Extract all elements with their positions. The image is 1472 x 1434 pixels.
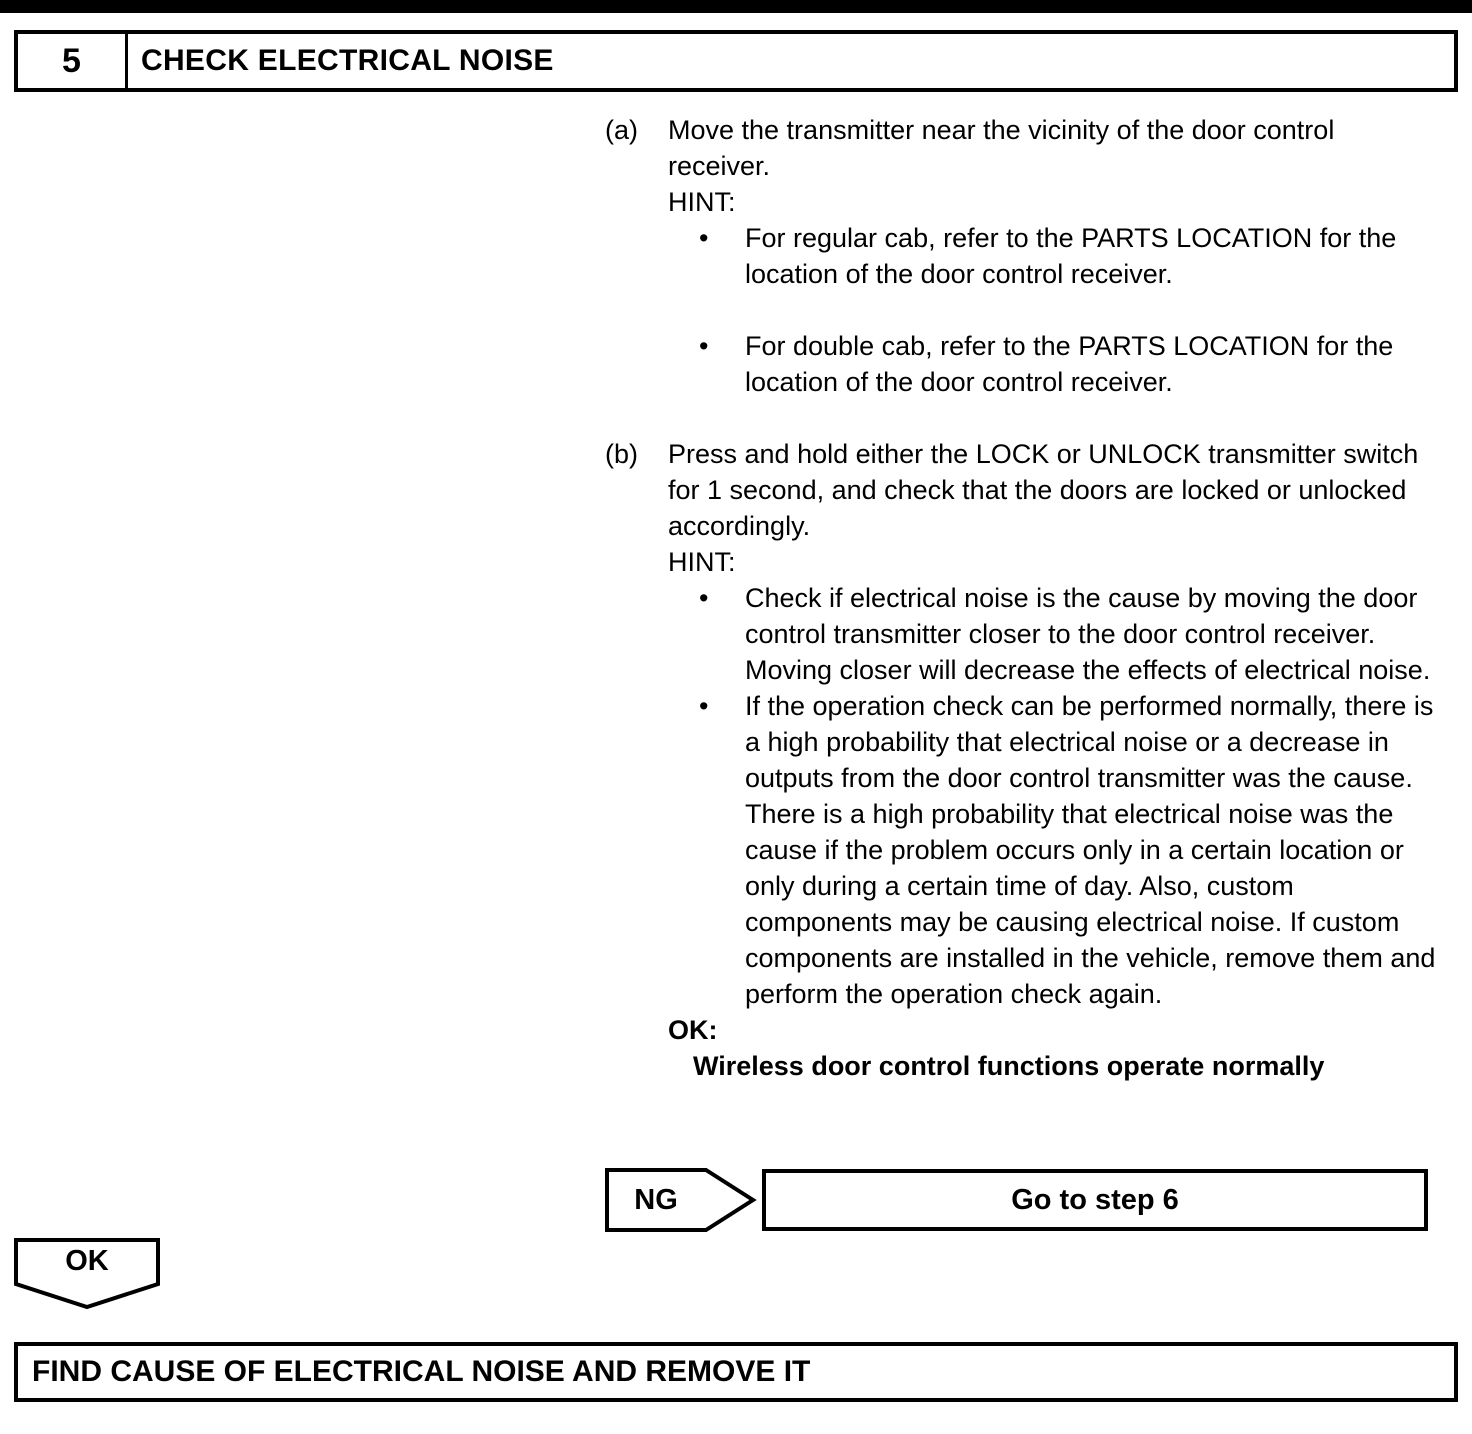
ng-arrow-shape <box>605 1168 757 1232</box>
step-a-hint-label: HINT: <box>668 187 736 217</box>
step-a-bullet-1-text: For regular cab, refer to the PARTS LOCATION for the location of the door control receiver. <box>745 223 1397 289</box>
step-a <box>605 112 1437 400</box>
step-b-hint-label: HINT: <box>668 547 736 577</box>
step-b-text: Press and hold either the LOCK or UNLOCK transmitter switch for 1 second, and check that the doors are locked or unlocked accordingly. <box>668 439 1419 541</box>
final-action-text: FIND CAUSE OF ELECTRICAL NOISE AND REMOVE IT <box>32 1355 811 1388</box>
step-b <box>605 436 1437 1012</box>
bullet-icon: • <box>699 691 709 721</box>
ok-heading: OK: <box>668 1015 718 1045</box>
ng-branch-row <box>605 1168 1433 1234</box>
step-b-bullet-1-text: Check if electrical noise is the cause by moving the door control transmitter closer to the door control receiver. Moving closer will decrease the effects of electrical noise. <box>745 583 1431 685</box>
step-a-bullet-1 <box>668 220 1437 292</box>
step-b-body <box>668 436 1437 1012</box>
step-number: 5 <box>18 34 128 88</box>
step-a-bullet-2 <box>668 328 1437 400</box>
ok-label: OK <box>65 1244 109 1277</box>
final-action-box <box>14 1342 1458 1402</box>
bullet-icon: • <box>699 331 709 361</box>
step-b-label: (b) <box>605 439 638 469</box>
procedure-content <box>605 112 1437 1084</box>
step-title: CHECK ELECTRICAL NOISE <box>141 44 554 77</box>
step-b-bullet-2-text: If the operation check can be performed normally, there is a high probability that electrical noise or a decrease in outputs from the door control transmitter was the cause. There is a high probability that electrical noise was the cause if the problem occurs only in a certain location or only during a certain time of day. Also, custom components may be causing electrical noise. If custom components are installed in the vehicle, remove them and perform the operation check again. <box>745 691 1436 1009</box>
step-a-bullet-2-text: For double cab, refer to the PARTS LOCATION for the location of the door control receiver. <box>745 331 1394 397</box>
step-a-text: Move the transmitter near the vicinity of the door control receiver. <box>668 115 1335 181</box>
step-b-bullet-2 <box>668 688 1437 1012</box>
goto-step-label: Go to step 6 <box>1011 1183 1179 1216</box>
bullet-icon: • <box>699 223 709 253</box>
ok-arrow-shape <box>14 1238 160 1310</box>
ng-label: NG <box>634 1183 678 1216</box>
top-divider <box>0 0 1472 13</box>
goto-step-box <box>762 1169 1428 1231</box>
bullet-icon: • <box>699 583 709 613</box>
step-a-label: (a) <box>605 115 638 145</box>
step-header <box>14 30 1458 92</box>
step-a-body <box>668 112 1437 400</box>
step-b-bullet-1 <box>668 580 1437 688</box>
ok-result-text: Wireless door control functions operate normally <box>693 1051 1325 1081</box>
